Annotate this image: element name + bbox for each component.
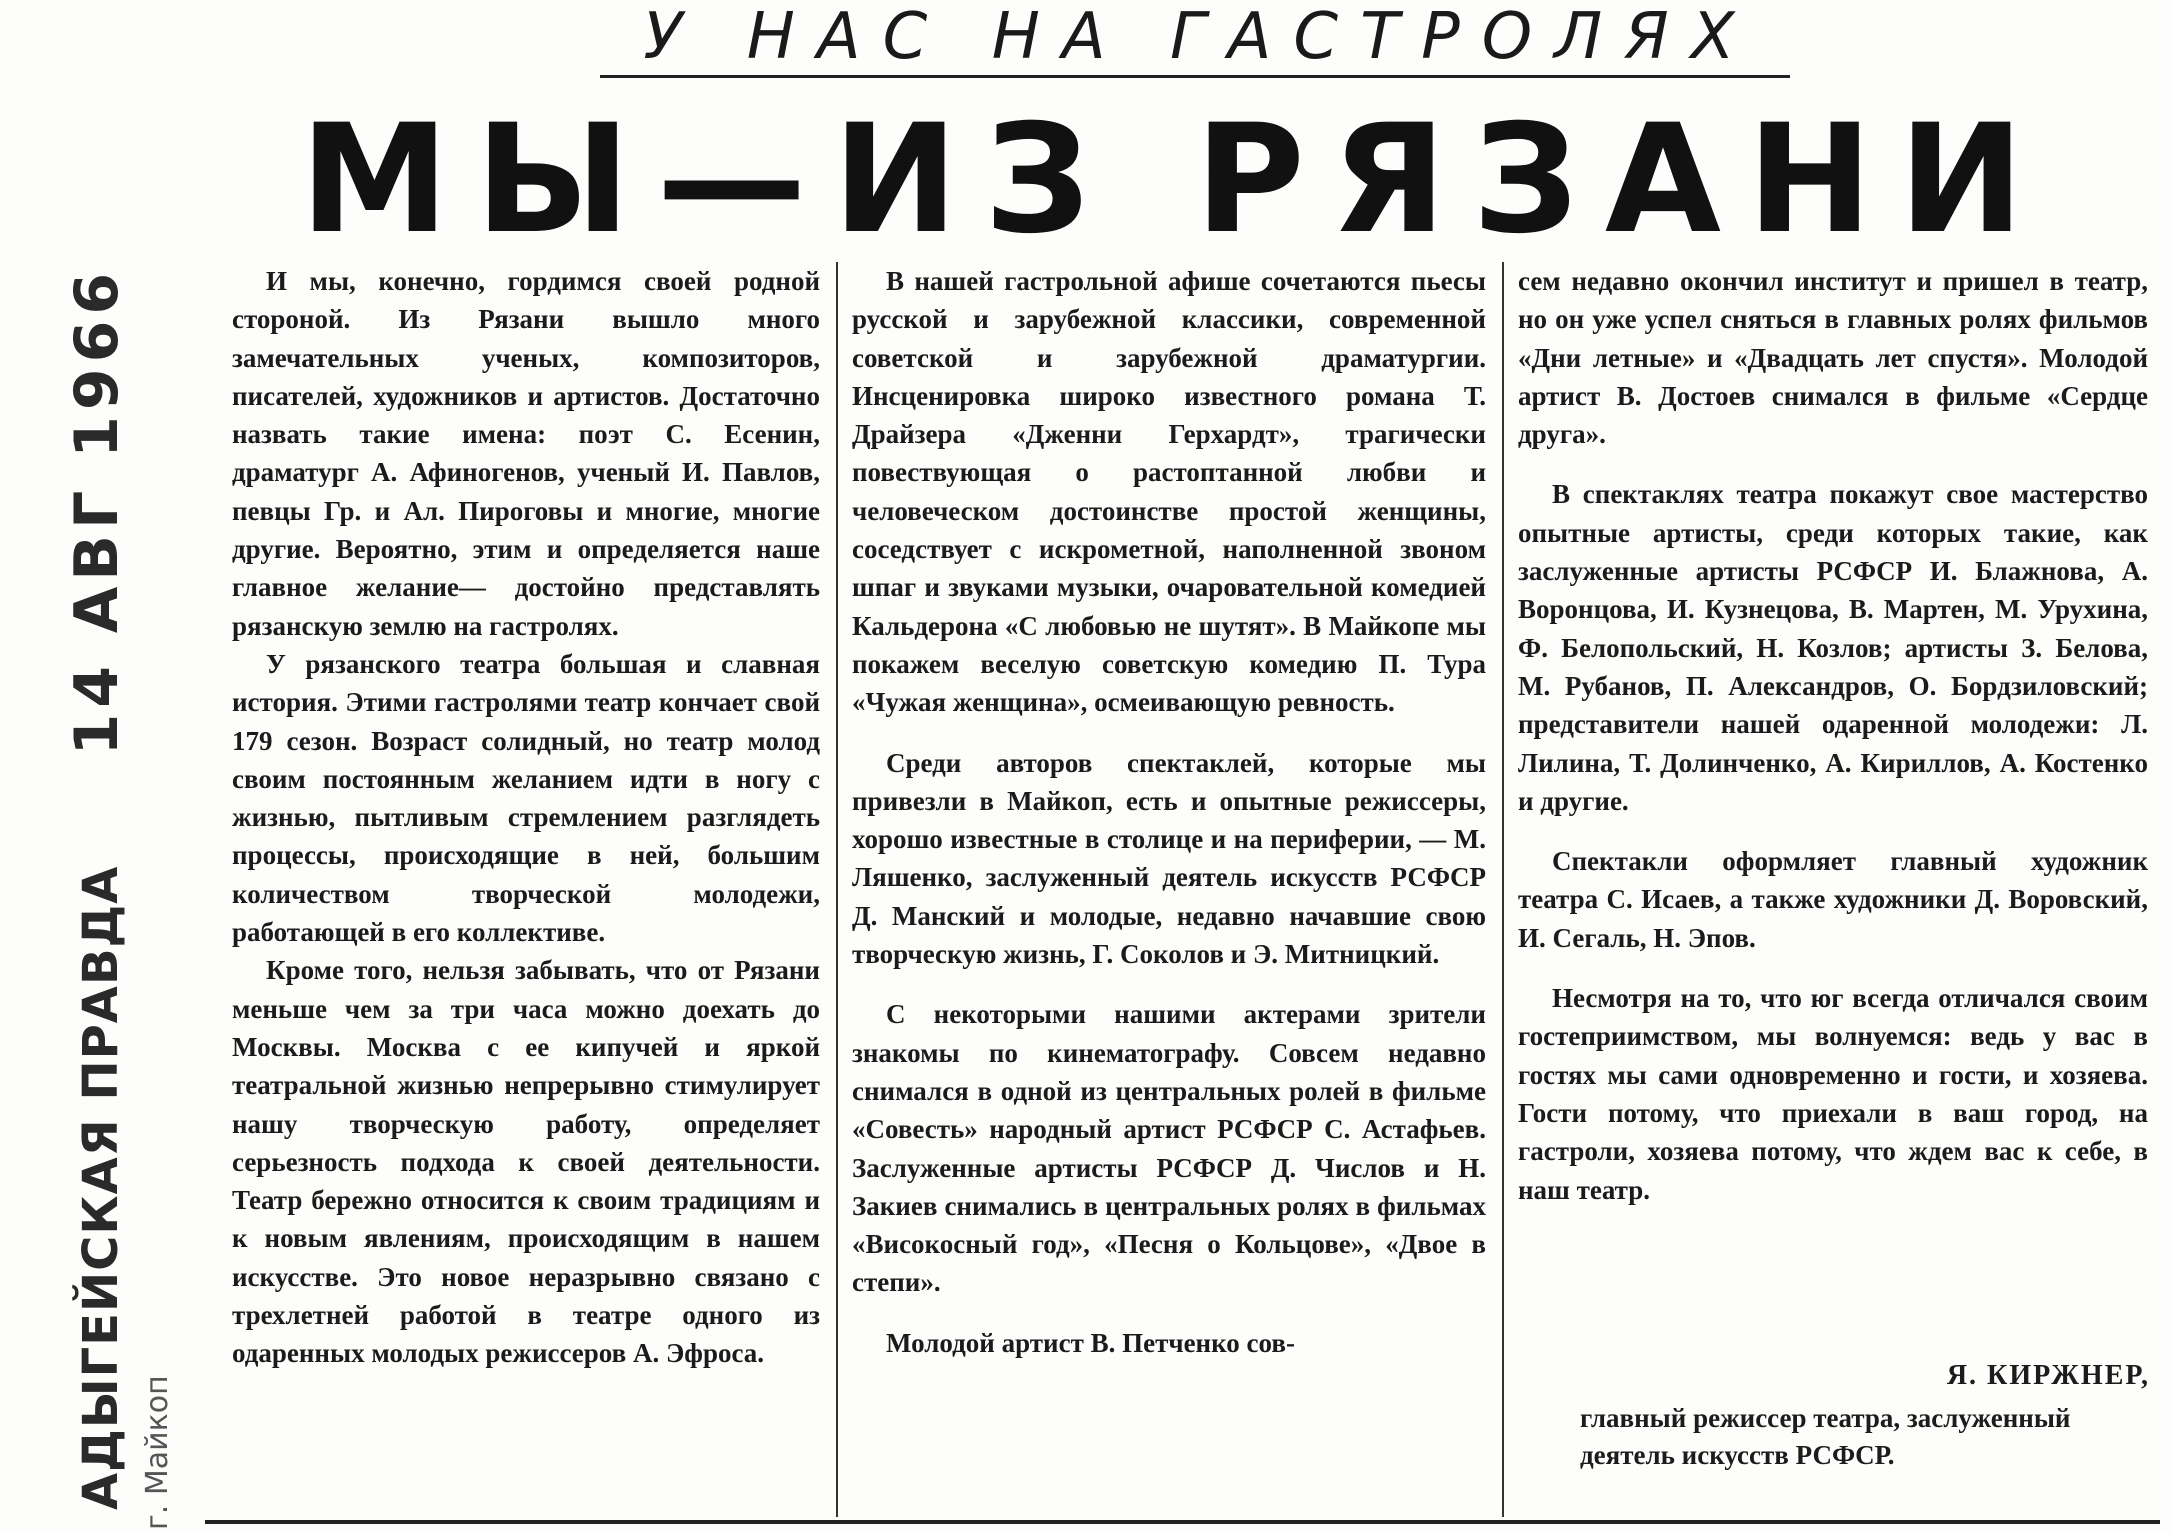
author-signature: Я. КИРЖНЕР,: [1946, 1360, 2150, 1391]
stamp-newspaper-and-date: [60, 266, 138, 1510]
article-column-1: [232, 262, 820, 1373]
paragraph: В нашей гастрольной афише сочетаются пьесы русской и зарубежной классики, современной советской и зарубежной драматургии. Инсценировка широко известного романа Т. Драйзера «Дженни Герхардт», трагически повествующая о растоптанной любви и человеческом достоинстве простой женщины, соседствует с искрометной, наполненной звоном шпаг и звуками музыки, очаровательной комедией Кальдерона «С любовью не шутят». В Майкопе мы покажем веселую советскую комедию П. Тура «Чужая женщина», осмеивающую ревность.: [852, 266, 1486, 718]
article-column-3: [1518, 262, 2148, 1209]
paragraph: В спектаклях театра покажут свое мастерство опытные артисты, среди которых такие, как заслуженные артисты РСФСР И. Блажнова, А. Воронцова, И. Кузнецова, В. Мартен, М. Урухина, Ф. Белопольский, Н. Козлов; артисты З. Белова, М. Рубанов, П. Александров, О. Бордзиловский; представители нашей одаренной молодежи: Л. Лилина, Т. Долинченко, А. Кириллов, А. Костенко и другие.: [1518, 479, 2148, 816]
column-divider: [1502, 262, 1504, 1517]
kicker-underline: [600, 75, 1790, 78]
article-headline: МЫ—ИЗ РЯЗАНИ: [299, 93, 2051, 267]
stamp-date: 14 АВГ 1966: [62, 266, 132, 756]
archive-stamp: [60, 266, 175, 1530]
paragraph: Кроме того, нельзя забывать, что от Рязани меньше чем за три часа можно доехать до Москвы. Москва с ее кипучей и яркой театральной жизнью непрерывно стимулирует нашу творческую работу, определяет серьезность подхода к своей деятельности. Театр бережно относится к своим традициям и к новым явлениям, происходящим в нашем искусстве. Это новое неразрывно связано с трехлетней работой в театре одного из одаренных молодых режиссеров А. Эфроса.: [232, 955, 820, 1369]
section-kicker: У НАС НА ГАСТРОЛЯХ: [643, 0, 1757, 74]
paragraph: сем недавно окончил институт и пришел в театр, но он уже успел сняться в главных ролях фильмов «Дни летные» и «Двадцать лет спустя». Молодой артист В. Достоев снимался в фильме «Сердце друга».: [1518, 266, 2148, 450]
stamp-newspaper: АДЫГЕЙСКАЯ ПРАВДА: [73, 865, 129, 1510]
stamp-city: г. Майкоп: [140, 1375, 175, 1530]
article-column-2: [852, 262, 1486, 1362]
bottom-rule: [205, 1520, 2160, 1524]
paragraph: Несмотря на то, что юг всегда отличался своим гостеприимством, мы волнуемся: ведь у вас в гостях мы сами одновременно и гости, и хозяева. Гости потому, что приехали в ваш город, на гастроли, хозяева потому, что ждем вас к себе, в наш театр.: [1518, 983, 2148, 1205]
paragraph: Среди авторов спектаклей, которые мы привезли в Майкоп, есть и опытные режиссеры, хорошо известные в столице и на периферии, — М. Ляшенко, заслуженный деятель искусств РСФСР Д. Манский и молодые, недавно начавшие свою творческую жизнь, Г. Соколов и Э. Митницкий.: [852, 747, 1486, 970]
paragraph: Спектакли оформляет главный художник театра С. Исаев, а также художники Д. Воровский, И. Сегаль, Н. Эпов.: [1518, 846, 2148, 953]
author-role: главный режиссер театра, заслуженный деятель искусств РСФСР.: [1580, 1403, 2071, 1470]
paragraph: С некоторыми нашими актерами зрители знакомы по кинематографу. Совсем недавно снимался в одной из центральных ролей в фильме «Совесть» народный артист РСФСР С. Астафьев. Заслуженные артисты РСФСР Д. Числов и Н. Закиев снимались в центральных ролях в фильмах «Високосный год», «Песня о Кольцове», «Двое в степи».: [852, 999, 1486, 1298]
paragraph: У рязанского театра большая и славная история. Этими гастролями театр кончает свой 179 сезон. Возраст солидный, но театр молод своим постоянным желанием идти в ногу с жизнью, пытливым стремлением разглядеть процессы, происходящие в ней, большим количеством творческой молодежи, работающей в его коллективе.: [232, 648, 820, 948]
paragraph: Молодой артист В. Петченко сов-: [886, 1327, 1295, 1358]
column-divider: [836, 262, 838, 1517]
paragraph: И мы, конечно, гордимся своей родной стороной. Из Рязани вышло много замечательных ученых, композиторов, писателей, художников и артистов. Достаточно назвать такие имена: поэт С. Есенин, драматург А. Афиногенов, ученый И. Павлов, певцы Гр. и Ал. Пироговы и многие, многие другие. Вероятно, этим и определяется наше главное желание— достойно представлять рязанскую землю на гастролях.: [232, 266, 820, 641]
